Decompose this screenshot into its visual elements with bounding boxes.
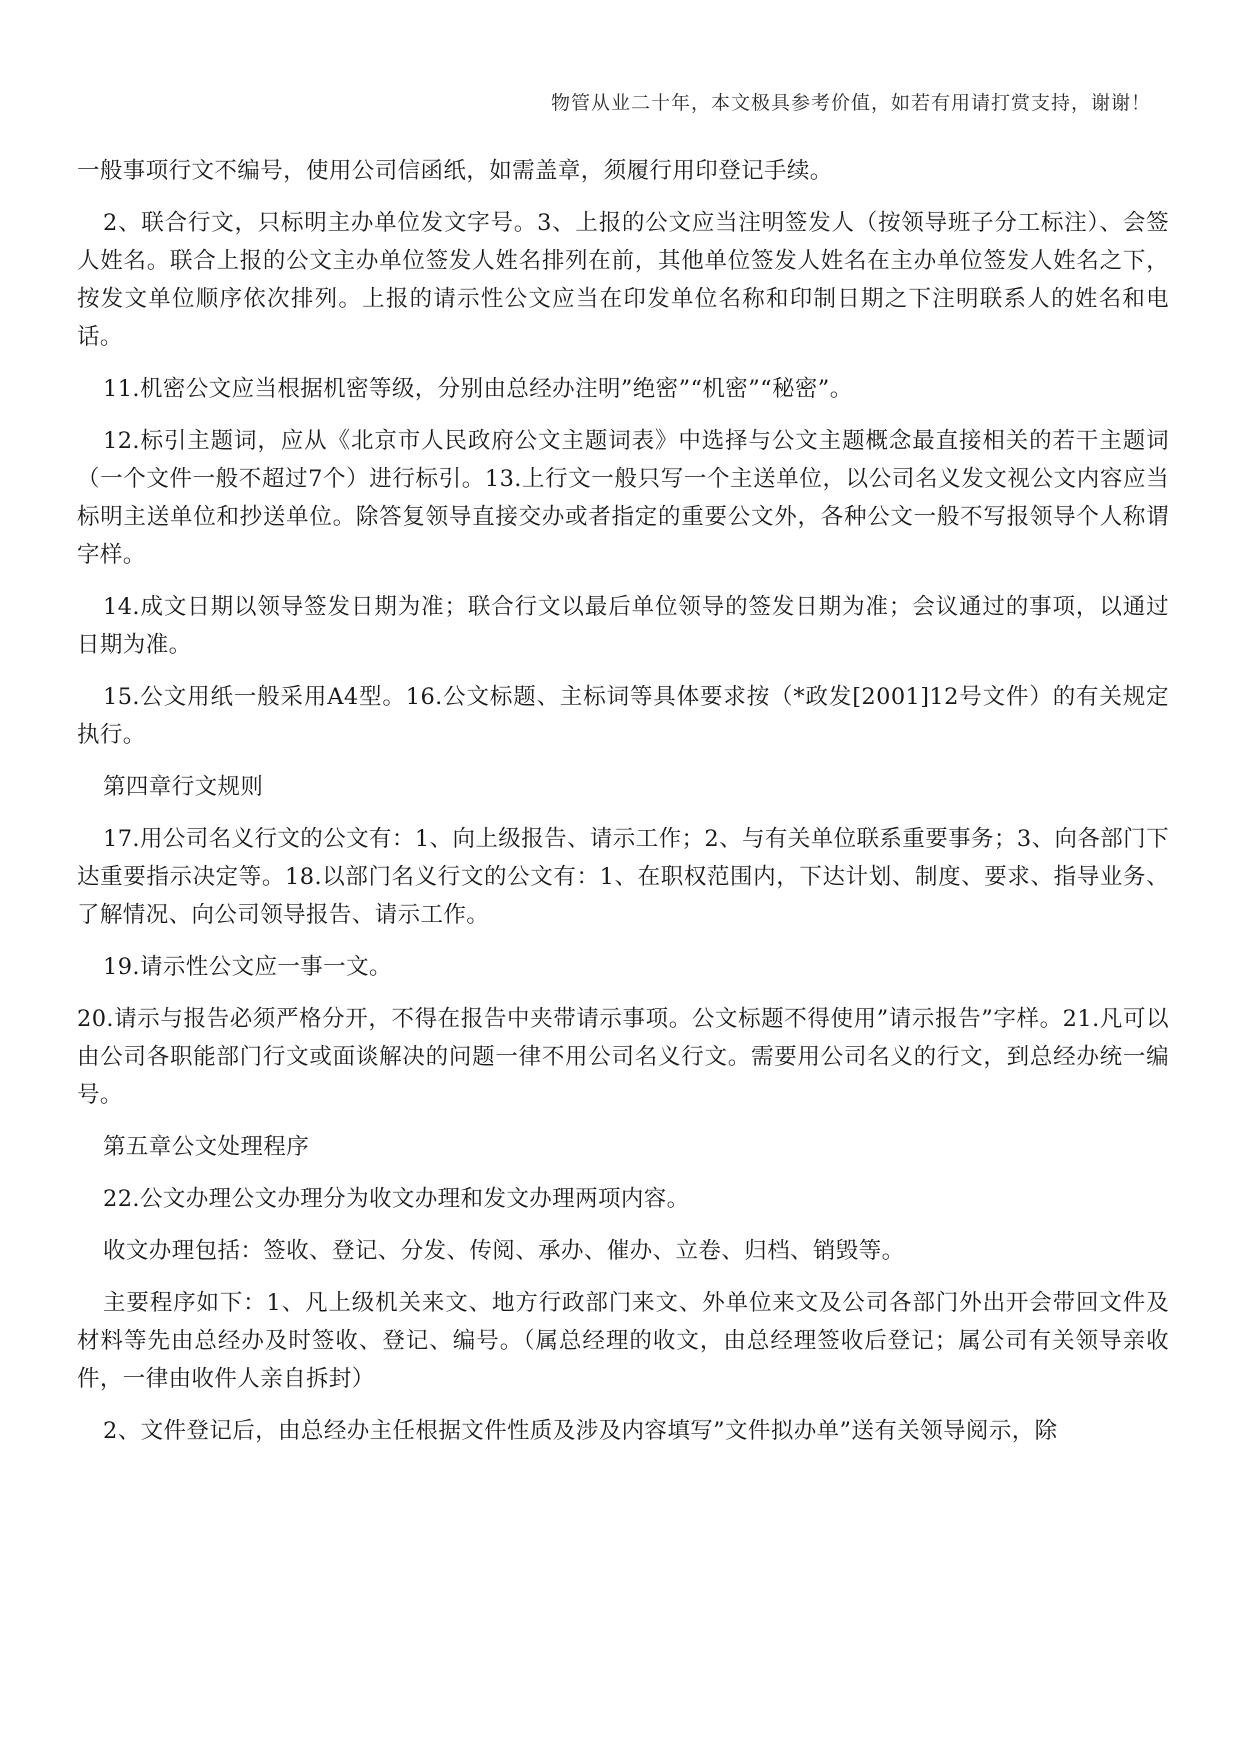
- paragraph: 收文办理包括：签收、登记、分发、传阅、承办、催办、立卷、归档、销毁等。: [103, 1238, 905, 1264]
- document-body: [77, 152, 1169, 1464]
- header-note: 物管从业二十年，本文极具参考价值，如若有用请打赏支持，谢谢！: [550, 92, 1151, 114]
- paragraph: 19.请示性公文应一事一文。: [103, 954, 392, 980]
- paragraph: 22.公文办理公文办理分为收文办理和发文办理两项内容。: [103, 1186, 690, 1212]
- chapter-heading: 第五章公文处理程序: [103, 1134, 310, 1160]
- paragraph: 17.用公司名义行文的公文有：1、向上级报告、请示工作；2、与有关单位联系重要事务；3、向各部门下达重要指示决定等。18.以部门名义行文的公文有：1、在职权范围内，下达计划、制度、要求、指导业务、了解情况、向公司领导报告、请示工作。: [77, 826, 1169, 928]
- paragraph: 20.请示与报告必须严格分开，不得在报告中夹带请示事项。公文标题不得使用”请示报告”字样。21.凡可以由公司各职能部门行文或面谈解决的问题一律不用公司名义行文。需要用公司名义的行文，到总经办统一编号。: [77, 1006, 1169, 1108]
- paragraph: 12.标引主题词，应从《北京市人民政府公文主题词表》中选择与公文主题概念最直接相关的若干主题词（一个文件一般不超过7个）进行标引。13.上行文一般只写一个主送单位，以公司名义发文视公文内容应当标明主送单位和抄送单位。除答复领导直接交办或者指定的重要公文外，各种公文一般不写报领导个人称谓字样。: [77, 428, 1169, 568]
- paragraph: 2、文件登记后，由总经办主任根据文件性质及涉及内容填写”文件拟办单”送有关领导阅示，除: [103, 1418, 1058, 1444]
- paragraph: 14.成文日期以领导签发日期为准；联合行文以最后单位领导的签发日期为准；会议通过的事项，以通过日期为准。: [77, 594, 1169, 658]
- chapter-heading: 第四章行文规则: [103, 774, 264, 800]
- paragraph: 2、联合行文，只标明主办单位发文字号。3、上报的公文应当注明签发人（按领导班子分工标注）、会签人姓名。联合上报的公文主办单位签发人姓名排列在前，其他单位签发人姓名在主办单位签发人姓名之下，按发文单位顺序依次排列。上报的请示性公文应当在印发单位名称和印制日期之下注明联系人的姓名和电话。: [77, 210, 1169, 350]
- paragraph: 一般事项行文不编号，使用公司信函纸，如需盖章，须履行用印登记手续。: [77, 158, 833, 184]
- paragraph: 主要程序如下：1、凡上级机关来文、地方行政部门来文、外单位来文及公司各部门外出开会带回文件及材料等先由总经办及时签收、登记、编号。（属总经理的收文，由总经理签收后登记；属公司有关领导亲收件，一律由收件人亲自拆封）: [77, 1290, 1169, 1392]
- paragraph: 11.机密公文应当根据机密等级，分别由总经办注明”绝密”“机密”“秘密”。: [103, 376, 853, 402]
- paragraph: 15.公文用纸一般采用A4型。16.公文标题、主标词等具体要求按（*政发[2001]12号文件）的有关规定执行。: [77, 684, 1169, 748]
